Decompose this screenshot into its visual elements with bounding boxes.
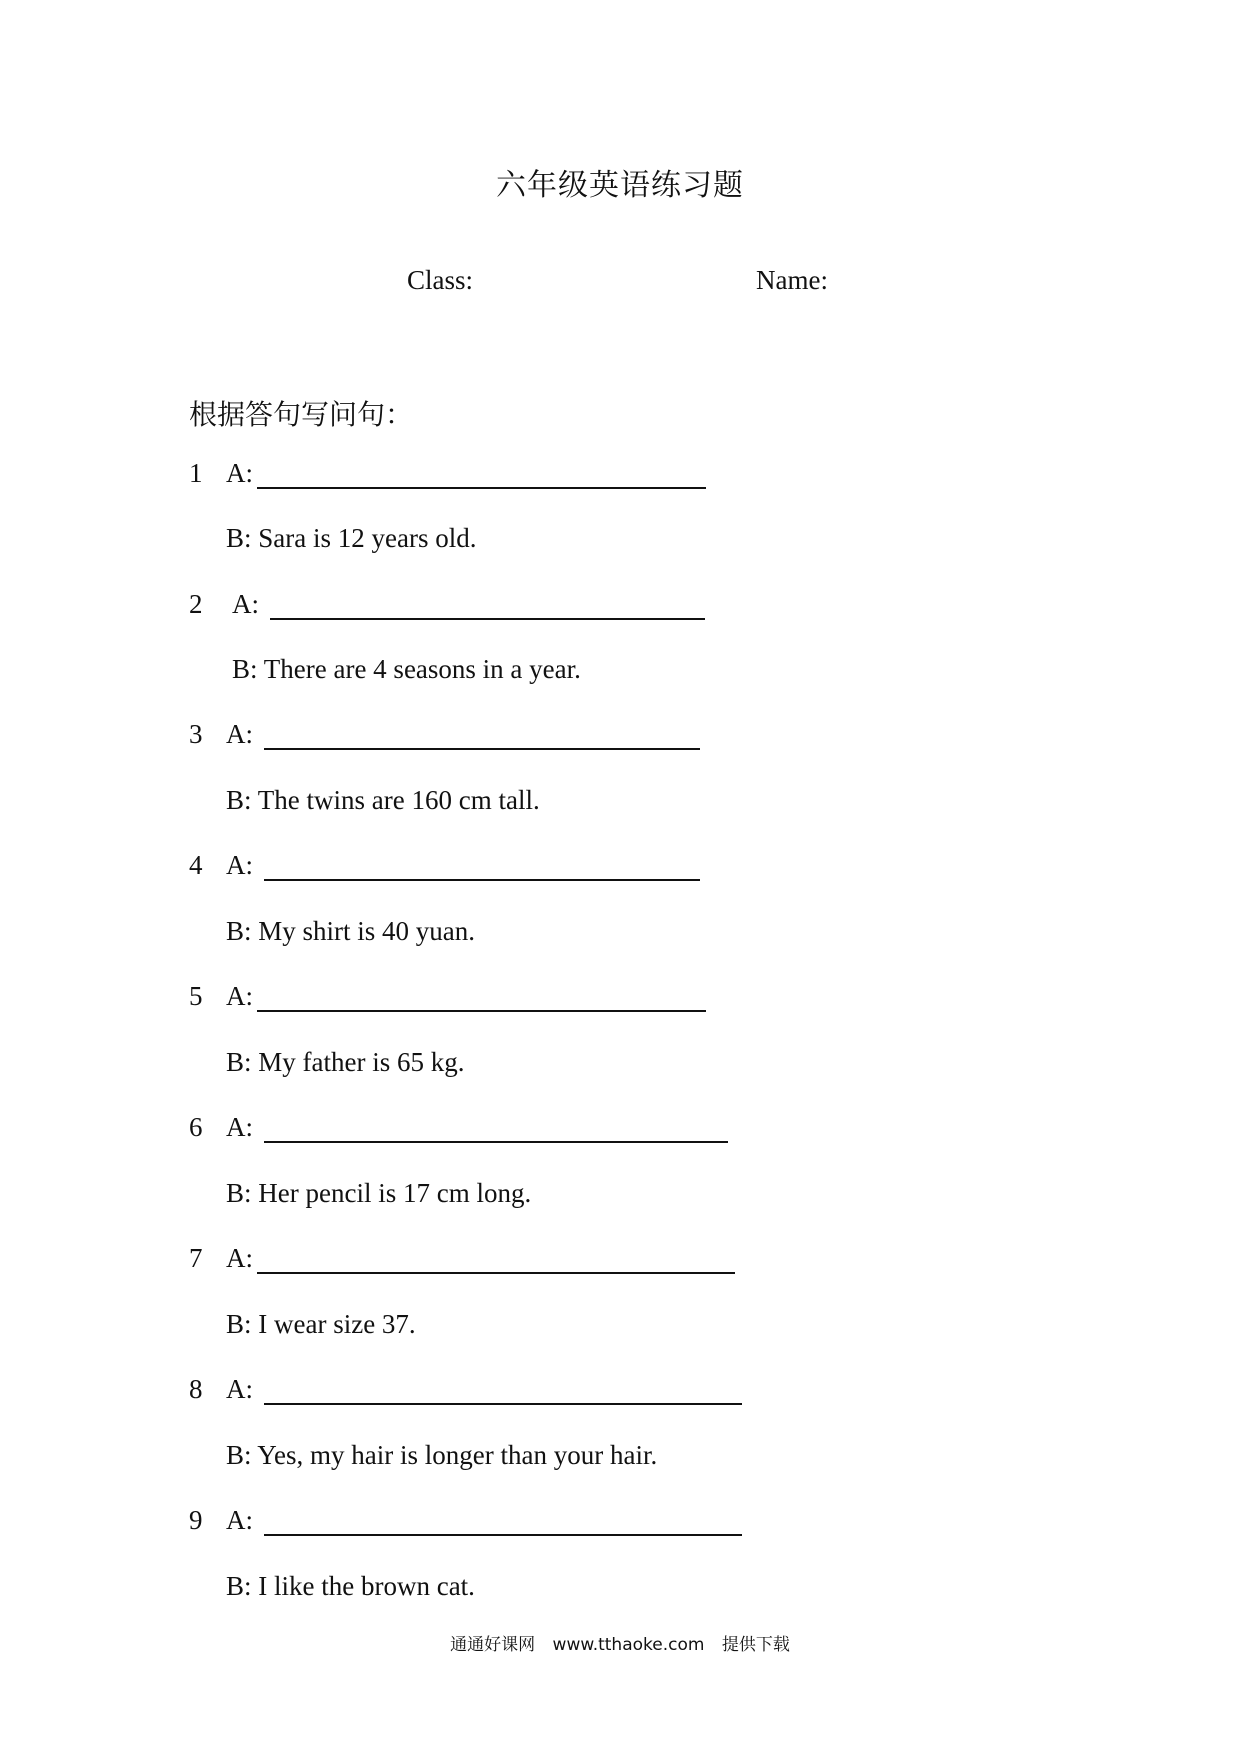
answer-blank[interactable] xyxy=(264,879,700,881)
answer-blank[interactable] xyxy=(264,748,700,750)
question-number: 4 xyxy=(189,850,203,880)
footer-action: 提供下载 xyxy=(721,1635,790,1655)
answer-a-label: A: xyxy=(226,1112,253,1142)
class-label: Class: xyxy=(407,265,474,295)
question-number: 5 xyxy=(189,981,203,1011)
answer-a-label: A: xyxy=(226,850,253,880)
answer-a-label: A: xyxy=(226,1505,253,1535)
answer-a-label: A: xyxy=(226,1243,253,1273)
answer-b: B: My father is 65 kg. xyxy=(226,1047,465,1077)
answer-b: B: Sara is 12 years old. xyxy=(226,523,477,553)
answer-b: B: Yes, my hair is longer than your hair. xyxy=(226,1440,658,1470)
answer-blank[interactable] xyxy=(264,1403,742,1405)
answer-a-label: A: xyxy=(226,719,253,749)
answer-b: B: There are 4 seasons in a year. xyxy=(232,654,581,684)
answer-blank[interactable] xyxy=(270,618,705,620)
question-number: 3 xyxy=(189,719,203,749)
answer-blank[interactable] xyxy=(257,487,706,489)
answer-blank[interactable] xyxy=(257,1010,706,1012)
answer-blank[interactable] xyxy=(257,1272,735,1274)
question-number: 6 xyxy=(189,1112,203,1142)
footer-site-name: 通通好课网 xyxy=(450,1635,536,1655)
answer-blank[interactable] xyxy=(264,1534,742,1536)
footer xyxy=(0,1630,1240,1655)
answer-b: B: I like the brown cat. xyxy=(226,1571,475,1601)
question-number: 2 xyxy=(189,589,203,619)
answer-b: B: I wear size 37. xyxy=(226,1309,416,1339)
worksheet-title: 六年级英语练习题 xyxy=(496,169,744,202)
question-number: 9 xyxy=(189,1505,203,1535)
answer-b: B: The twins are 160 cm tall. xyxy=(226,785,540,815)
question-number: 7 xyxy=(189,1243,203,1273)
question-number: 1 xyxy=(189,458,203,488)
answer-a-label: A: xyxy=(232,589,259,619)
answer-b: B: Her pencil is 17 cm long. xyxy=(226,1178,532,1208)
footer-url[interactable]: www.tthaoke.com xyxy=(552,1635,705,1655)
answer-b: B: My shirt is 40 yuan. xyxy=(226,916,476,946)
question-number: 8 xyxy=(189,1374,203,1404)
answer-a-label: A: xyxy=(226,981,253,1011)
section-title: 根据答句写问句： xyxy=(189,400,414,431)
name-label: Name: xyxy=(756,265,828,295)
answer-blank[interactable] xyxy=(264,1141,728,1143)
answer-a-label: A: xyxy=(226,1374,253,1404)
answer-a-label: A: xyxy=(226,458,253,488)
